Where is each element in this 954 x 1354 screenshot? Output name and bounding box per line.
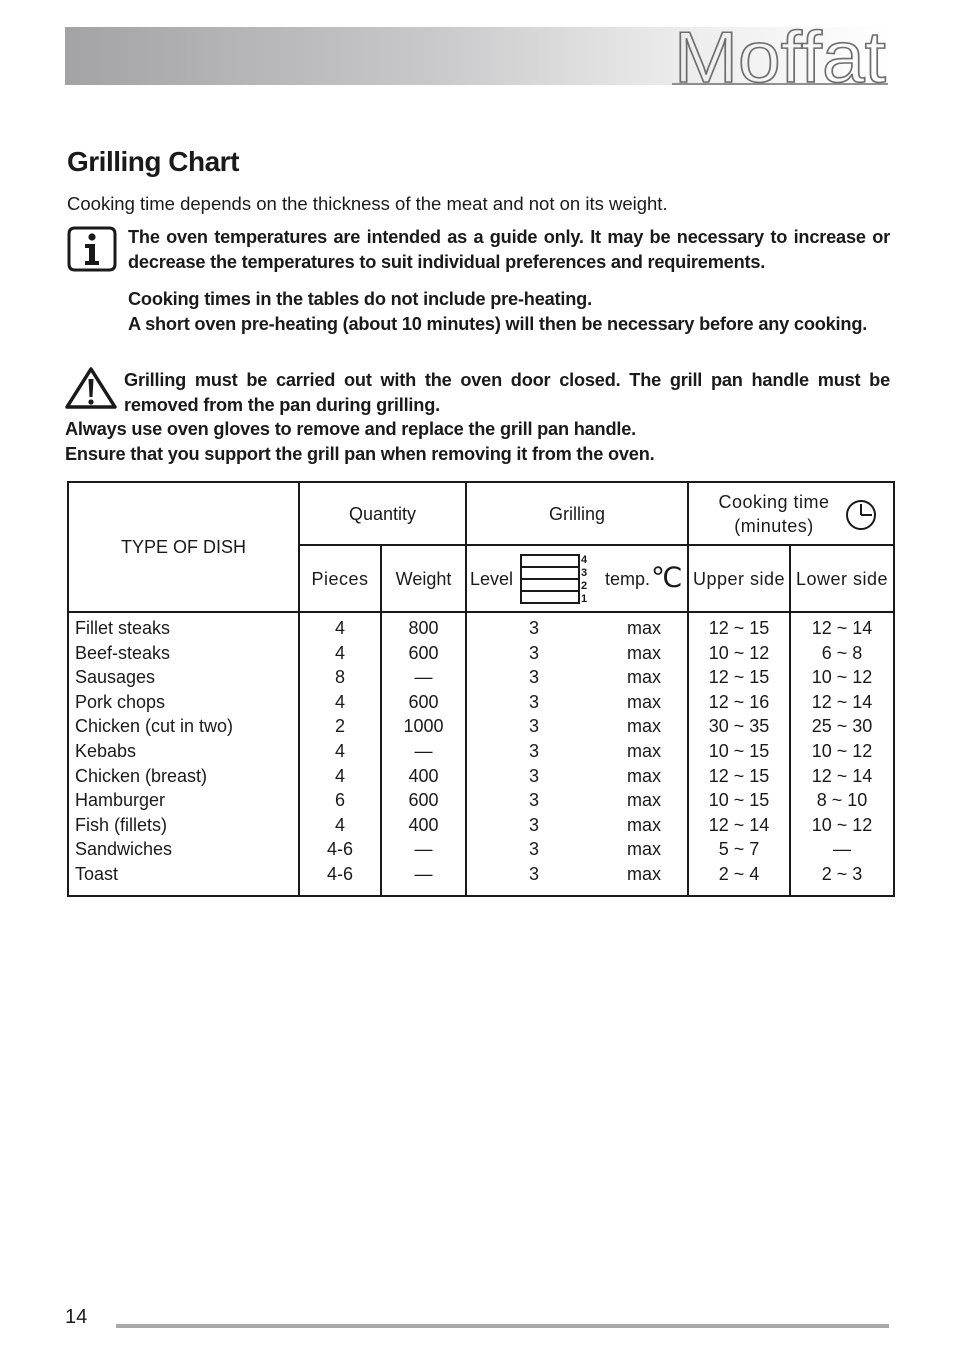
cell-lower: 2 ~ 3 bbox=[790, 862, 894, 896]
safety-notes bbox=[65, 417, 890, 466]
cell-temp: max bbox=[601, 665, 688, 690]
temp-label: temp. bbox=[605, 569, 651, 589]
table-row bbox=[68, 641, 894, 666]
table-row bbox=[68, 739, 894, 764]
cell-level: 3 bbox=[466, 665, 601, 690]
cell-upper: 12 ~ 14 bbox=[688, 813, 790, 838]
cell-upper: 10 ~ 12 bbox=[688, 641, 790, 666]
grilling-table bbox=[67, 481, 895, 897]
cell-upper: 2 ~ 4 bbox=[688, 862, 790, 896]
table-row bbox=[68, 862, 894, 896]
cell-lower: 25 ~ 30 bbox=[790, 714, 894, 739]
table-row bbox=[68, 788, 894, 813]
cell-temp: max bbox=[601, 837, 688, 862]
cell-dish: Fillet steaks bbox=[68, 612, 299, 641]
grilling-table-body bbox=[68, 612, 894, 896]
cell-lower: — bbox=[790, 837, 894, 862]
gloves-note: Always use oven gloves to remove and replace the grill pan handle. bbox=[65, 419, 637, 439]
cooking-time-label: Cooking time (minutes) bbox=[718, 491, 830, 536]
clock-icon bbox=[845, 499, 877, 531]
cell-lower: 10 ~ 12 bbox=[790, 665, 894, 690]
cell-lower: 6 ~ 8 bbox=[790, 641, 894, 666]
cell-dish: Beef-steaks bbox=[68, 641, 299, 666]
cell-dish: Sandwiches bbox=[68, 837, 299, 862]
warning-note: Grilling must be carried out with the oven door closed. The grill pan handle must be removed from the pan during grilling. bbox=[124, 370, 890, 415]
support-note: Ensure that you support the grill pan when removing it from the oven. bbox=[65, 443, 655, 464]
warning-triangle-icon bbox=[64, 366, 118, 410]
cell-weight: — bbox=[381, 665, 466, 690]
cell-level: 3 bbox=[466, 862, 601, 896]
shelf-levels-icon bbox=[519, 552, 591, 606]
table-row bbox=[68, 612, 894, 641]
table-row bbox=[68, 665, 894, 690]
cell-level: 3 bbox=[466, 714, 601, 739]
table-row bbox=[68, 714, 894, 739]
cell-weight: 400 bbox=[381, 764, 466, 789]
cell-lower: 12 ~ 14 bbox=[790, 690, 894, 715]
footer-line bbox=[116, 1324, 889, 1328]
page-number: 14 bbox=[65, 1306, 88, 1328]
lower-side-header: Lower side bbox=[790, 545, 894, 612]
table-row bbox=[68, 764, 894, 789]
cell-weight: 600 bbox=[381, 641, 466, 666]
cell-pieces: 4-6 bbox=[299, 837, 381, 862]
pieces-header: Pieces bbox=[299, 545, 381, 612]
cell-upper: 12 ~ 15 bbox=[688, 612, 790, 641]
svg-text:1: 1 bbox=[581, 592, 588, 605]
cell-upper: 10 ~ 15 bbox=[688, 739, 790, 764]
cell-level: 3 bbox=[466, 612, 601, 641]
cell-lower: 12 ~ 14 bbox=[790, 764, 894, 789]
cell-weight: 600 bbox=[381, 788, 466, 813]
table-row bbox=[68, 837, 894, 862]
cell-level: 3 bbox=[466, 813, 601, 838]
cell-lower: 10 ~ 12 bbox=[790, 813, 894, 838]
svg-text:4: 4 bbox=[581, 553, 588, 566]
cell-level: 3 bbox=[466, 690, 601, 715]
cell-dish: Fish (fillets) bbox=[68, 813, 299, 838]
cell-dish: Sausages bbox=[68, 665, 299, 690]
cell-level: 3 bbox=[466, 788, 601, 813]
cell-pieces: 4-6 bbox=[299, 862, 381, 896]
cell-weight: — bbox=[381, 837, 466, 862]
cell-pieces: 4 bbox=[299, 764, 381, 789]
cell-pieces: 4 bbox=[299, 739, 381, 764]
cell-weight: 1000 bbox=[381, 714, 466, 739]
cell-temp: max bbox=[601, 764, 688, 789]
cell-upper: 30 ~ 35 bbox=[688, 714, 790, 739]
cell-weight: 400 bbox=[381, 813, 466, 838]
cell-temp: max bbox=[601, 714, 688, 739]
cell-upper: 12 ~ 15 bbox=[688, 764, 790, 789]
cell-dish: Pork chops bbox=[68, 690, 299, 715]
cell-pieces: 6 bbox=[299, 788, 381, 813]
cell-temp: max bbox=[601, 813, 688, 838]
level-header bbox=[466, 545, 601, 612]
quantity-header: Quantity bbox=[299, 482, 466, 545]
cell-upper: 12 ~ 16 bbox=[688, 690, 790, 715]
level-label: Level bbox=[470, 568, 514, 589]
intro-text: Cooking time depends on the thickness of the meat and not on its weight. bbox=[67, 193, 668, 214]
temp-header bbox=[601, 545, 688, 612]
cell-pieces: 4 bbox=[299, 813, 381, 838]
cell-dish: Chicken (breast) bbox=[68, 764, 299, 789]
info-icon bbox=[67, 226, 117, 272]
preheat-note bbox=[128, 287, 890, 336]
weight-header: Weight bbox=[381, 545, 466, 612]
type-of-dish-header: TYPE OF DISH bbox=[68, 482, 299, 612]
cell-pieces: 4 bbox=[299, 612, 381, 641]
svg-text:3: 3 bbox=[581, 566, 588, 579]
cell-pieces: 4 bbox=[299, 641, 381, 666]
upper-side-header: Upper side bbox=[688, 545, 790, 612]
cell-dish: Chicken (cut in two) bbox=[68, 714, 299, 739]
cell-temp: max bbox=[601, 690, 688, 715]
cell-level: 3 bbox=[466, 837, 601, 862]
cell-dish: Kebabs bbox=[68, 739, 299, 764]
cell-pieces: 2 bbox=[299, 714, 381, 739]
cell-dish: Toast bbox=[68, 862, 299, 896]
cell-upper: 5 ~ 7 bbox=[688, 837, 790, 862]
cell-pieces: 8 bbox=[299, 665, 381, 690]
info-note: The oven temperatures are intended as a guide only. It may be necessary to increase or decrease the temperatures to suit individual preferences and requirements. bbox=[128, 227, 890, 272]
cell-level: 3 bbox=[466, 739, 601, 764]
cell-temp: max bbox=[601, 612, 688, 641]
cell-level: 3 bbox=[466, 764, 601, 789]
cell-temp: max bbox=[601, 641, 688, 666]
cell-weight: — bbox=[381, 739, 466, 764]
cell-level: 3 bbox=[466, 641, 601, 666]
cell-upper: 12 ~ 15 bbox=[688, 665, 790, 690]
cell-weight: 600 bbox=[381, 690, 466, 715]
page-title: Grilling Chart bbox=[67, 146, 239, 177]
brand-text: Moffat bbox=[674, 18, 886, 98]
table-row bbox=[68, 690, 894, 715]
cell-upper: 10 ~ 15 bbox=[688, 788, 790, 813]
svg-text:2: 2 bbox=[581, 579, 588, 592]
cell-lower: 8 ~ 10 bbox=[790, 788, 894, 813]
cell-lower: 12 ~ 14 bbox=[790, 612, 894, 641]
cell-weight: 800 bbox=[381, 612, 466, 641]
table-row bbox=[68, 813, 894, 838]
cell-temp: max bbox=[601, 862, 688, 896]
cooking-time-header bbox=[688, 482, 894, 545]
cell-temp: max bbox=[601, 739, 688, 764]
cell-weight: — bbox=[381, 862, 466, 896]
cell-dish: Hamburger bbox=[68, 788, 299, 813]
cell-temp: max bbox=[601, 788, 688, 813]
moffat-logo bbox=[672, 14, 892, 100]
celsius-unit: ℃ bbox=[651, 562, 683, 593]
cell-lower: 10 ~ 12 bbox=[790, 739, 894, 764]
cell-pieces: 4 bbox=[299, 690, 381, 715]
grilling-header: Grilling bbox=[466, 482, 688, 545]
preheat-note-line-1: Cooking times in the tables do not include pre-heating. bbox=[128, 289, 592, 309]
preheat-note-line-2: A short oven pre-heating (about 10 minutes) will then be necessary before any cooking. bbox=[128, 313, 868, 334]
